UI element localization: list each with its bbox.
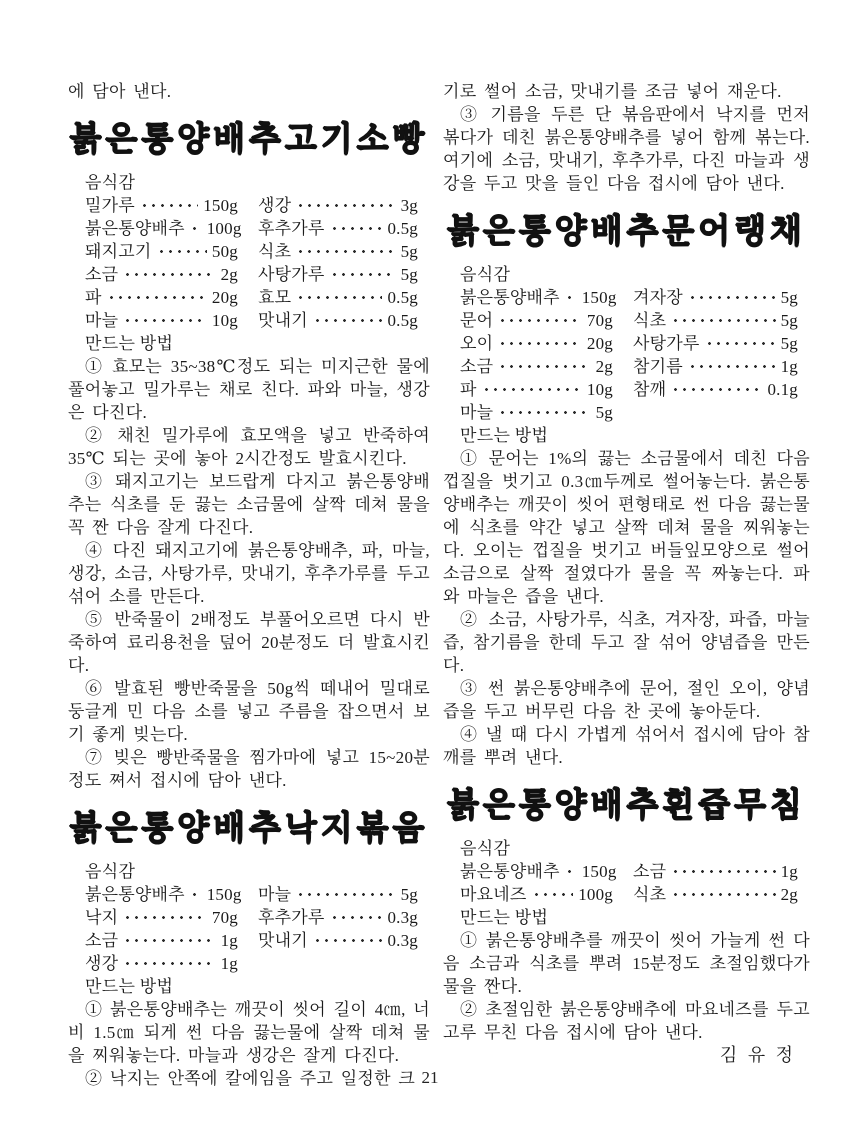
ingredient-row (460, 309, 613, 332)
ingredient-name: 문어 (460, 311, 494, 330)
ingredient-row (258, 194, 418, 217)
ingredients-subcolumn (633, 286, 798, 424)
recipe-step: ② 초절임한 붉은통양배추에 마요네즈를 두고 고루 무친 다음 접시에 담아 낸다. (443, 1000, 810, 1042)
dot-leader (190, 224, 202, 233)
ingredient-row (85, 906, 238, 929)
recipe-title: 붉은통양배추문어랭채 (447, 212, 806, 249)
ingredient-amount: 0.1g (767, 380, 798, 399)
ingredient-amount: 1g (780, 357, 798, 376)
ingredient-amount: 70g (586, 311, 613, 330)
ingredient-name: 소금 (85, 931, 119, 950)
dot-leader (671, 890, 775, 899)
ingredient-name: 붉은통양배추 (460, 862, 560, 881)
ingredient-amount: 50g (211, 242, 238, 261)
recipe-step: ② 소금, 사탕가루, 식초, 겨자장, 파즙, 마늘즙, 참기름을 한데 두고 잘 섞어 양념즙을 만든다. (443, 610, 810, 675)
ingredient-name: 사탕가루 (258, 265, 325, 284)
ingredient-row (460, 332, 613, 355)
ingredient-row (460, 378, 613, 401)
ingredients-subcolumn (258, 194, 418, 332)
ingredient-row (460, 860, 617, 883)
recipe-step: ① 문어는 1%의 끓는 소금물에서 데친 다음 껍질을 벗기고 0.3㎝두께로 썰어놓는다. 붉은통양배추는 깨끗이 씻어 편형태로 썬 다음 끓는물에 식초를 약간 넣고 살짝 데쳐 물을 찌워놓는다. 오이는 껍질을 벗기고 버들잎모양으로 썰어 소금으로 살짝 절였다가 물을 꼭 짜놓는다. 파와 마늘은 즙을 낸다. (443, 449, 810, 606)
ingredient-row (85, 240, 238, 263)
right-column (443, 80, 810, 1090)
dot-leader (123, 913, 207, 922)
ingredient-name: 붉은통양배추 (85, 885, 185, 904)
dot-leader (123, 270, 215, 279)
dot-leader (498, 339, 582, 348)
ingredient-row (258, 286, 418, 309)
ingredient-amount: 0.5g (387, 219, 418, 238)
ingredient-name: 효모 (258, 288, 292, 307)
ingredient-row (85, 194, 238, 217)
ingredient-row (85, 883, 242, 906)
dot-leader (565, 867, 577, 876)
ingredient-amount: 10g (211, 311, 238, 330)
ingredient-name: 밀가루 (85, 196, 135, 215)
ingredient-row (633, 286, 798, 309)
ingredient-row (633, 860, 798, 883)
ingredient-amount: 2g (595, 357, 613, 376)
ingredient-name: 마늘 (85, 311, 119, 330)
dot-leader (107, 293, 207, 302)
dot-leader (705, 339, 776, 348)
ingredient-amount: 10g (586, 380, 613, 399)
ingredient-amount: 0.3g (387, 908, 418, 927)
ingredient-name: 파 (460, 380, 477, 399)
dot-leader (330, 270, 396, 279)
recipe-step: ⑦ 빚은 빵반죽물을 찜가마에 넣고 15~20분정도 쪄서 접시에 담아 낸다. (68, 748, 430, 790)
ingredient-name: 낙지 (85, 908, 119, 927)
ingredient-row (460, 883, 613, 906)
section-label: 만드는 방법 (460, 426, 549, 445)
section-label: 만드는 방법 (460, 908, 549, 927)
ingredient-amount: 5g (400, 242, 418, 261)
ingredient-amount: 0.3g (387, 931, 418, 950)
ingredient-amount: 1g (780, 862, 798, 881)
ingredient-amount: 1g (220, 954, 238, 973)
ingredient-amount: 5g (595, 403, 613, 422)
ingredient-amount: 150g (203, 196, 238, 215)
ingredient-row (633, 355, 798, 378)
recipe-step: ③ 썬 붉은통양배추에 문어, 절인 오이, 양념즙을 두고 버무린 다음 찬 곳에 놓아둔다. (443, 679, 810, 721)
ingredient-name: 소금 (633, 862, 667, 881)
ingredient-row (460, 286, 617, 309)
dot-leader (671, 316, 775, 325)
ingredients-subcolumn (460, 860, 617, 906)
dot-leader (123, 936, 215, 945)
recipe-step: ⑥ 발효된 빵반죽물을 50g씩 떼내어 밀대로 둥글게 민 다음 소를 넣고 주름을 잡으면서 보기 좋게 빚는다. (68, 679, 430, 744)
ingredient-row (633, 883, 798, 906)
ingredient-name: 식초 (633, 885, 667, 904)
recipe-step: ① 붉은통양배추를 깨끗이 씻어 가늘게 썬 다음 소금과 식초를 뿌려 15분정도 초절임했다가 물을 짠다. (443, 931, 810, 996)
ingredient-name: 붉은통양배추 (460, 288, 560, 307)
dot-leader (498, 316, 582, 325)
ingredient-row (633, 378, 798, 401)
dot-leader (296, 890, 395, 899)
paragraph-continuation: 에 담아 낸다. (68, 82, 172, 101)
ingredient-name: 돼지고기 (85, 242, 152, 261)
ingredient-row (85, 952, 238, 975)
ingredient-amount: 2g (780, 885, 798, 904)
ingredient-name: 마늘 (258, 885, 292, 904)
section-label: 음식감 (460, 265, 511, 284)
ingredient-name: 사탕가루 (633, 334, 700, 353)
dot-leader (482, 385, 582, 394)
recipe-title: 붉은통양배추흰즙무침 (447, 786, 806, 823)
dot-leader (123, 316, 207, 325)
recipe-step: ④ 낼 때 다시 가볍게 섞어서 접시에 담아 참깨를 뿌려 낸다. (443, 725, 810, 767)
ingredients-subcolumn (85, 883, 242, 975)
ingredient-amount: 5g (400, 885, 418, 904)
section-label: 음식감 (460, 839, 511, 858)
dot-leader (671, 867, 775, 876)
dot-leader (671, 385, 762, 394)
ingredients-subcolumn (85, 194, 242, 332)
ingredient-amount: 5g (780, 311, 798, 330)
section-label: 음식감 (85, 862, 136, 881)
ingredient-row (258, 309, 418, 332)
dot-leader (688, 362, 776, 371)
ingredients-subcolumn (258, 883, 418, 975)
dot-leader (296, 201, 395, 210)
ingredient-amount: 5g (400, 265, 418, 284)
ingredient-name: 맛내기 (258, 931, 308, 950)
ingredient-row (460, 355, 613, 378)
ingredient-amount: 100g (578, 885, 613, 904)
ingredient-amount: 150g (581, 288, 617, 307)
ingredient-name: 참깨 (633, 380, 667, 399)
ingredient-name: 후추가루 (258, 219, 325, 238)
recipe-step: ③ 돼지고기는 보드랍게 다지고 붉은통양배추는 식초를 둔 끓는 소금물에 살짝 데쳐 물을 꼭 짠 다음 잘게 다진다. (68, 472, 430, 537)
ingredient-amount: 1g (220, 931, 238, 950)
ingredient-row (85, 217, 242, 240)
ingredient-amount: 5g (780, 288, 798, 307)
recipe-step: ⑤ 반죽물이 2배정도 부풀어오르면 다시 반죽하여 료리용천을 덮어 20분정도 더 발효시킨다. (68, 610, 430, 675)
ingredient-name: 소금 (460, 357, 494, 376)
dot-leader (532, 890, 574, 899)
ingredients-table (443, 860, 810, 906)
section-label: 만드는 방법 (85, 977, 174, 996)
dot-leader (688, 293, 776, 302)
ingredient-amount: 20g (586, 334, 613, 353)
ingredients-subcolumn (460, 286, 617, 424)
ingredient-amount: 100g (206, 219, 242, 238)
ingredient-amount: 0.5g (387, 311, 418, 330)
dot-leader (498, 408, 590, 417)
ingredient-row (258, 217, 418, 240)
ingredient-amount: 150g (206, 885, 242, 904)
two-column-layout (68, 80, 810, 1090)
ingredient-name: 붉은통양배추 (85, 219, 185, 238)
ingredient-row (85, 263, 238, 286)
author-name: 김 유 정 (719, 1045, 796, 1065)
ingredient-row (258, 929, 418, 952)
dot-leader (123, 959, 215, 968)
ingredients-table (443, 286, 810, 424)
ingredient-amount: 2g (220, 265, 238, 284)
ingredient-row (258, 883, 418, 906)
ingredient-amount: 20g (211, 288, 238, 307)
ingredient-row (258, 906, 418, 929)
recipe-step: ② 낙지는 안쪽에 칼에임을 주고 일정한 크 (85, 1069, 416, 1088)
section-label: 음식감 (85, 173, 136, 192)
ingredient-name: 오이 (460, 334, 494, 353)
ingredients-table (68, 194, 430, 332)
recipe-step: ② 채친 밀가루에 효모액을 넣고 반죽하여 35℃ 되는 곳에 놓아 2시간정도 발효시킨다. (68, 426, 430, 468)
ingredient-name: 생강 (258, 196, 292, 215)
ingredient-row (258, 263, 418, 286)
section-label: 만드는 방법 (85, 334, 174, 353)
dot-leader (313, 316, 383, 325)
ingredient-amount: 150g (581, 862, 617, 881)
recipe-title: 붉은통양배추고기소빵 (69, 120, 429, 157)
dot-leader (190, 890, 202, 899)
recipe-title: 붉은통양배추낙지볶음 (69, 809, 429, 846)
ingredient-name: 겨자장 (633, 288, 683, 307)
dot-leader (296, 293, 382, 302)
recipe-step: ③ 기름을 두른 단 볶음판에서 낙지를 먼저 볶다가 데친 붉은통양배추를 넣어 함께 볶는다. 여기에 소금, 맛내기, 후추가루, 다진 마늘과 생강을 두고 맛을 들인 다음 접시에 담아 낸다. (443, 105, 810, 193)
ingredient-row (85, 309, 238, 332)
ingredient-row (633, 332, 798, 355)
ingredient-row (85, 929, 238, 952)
dot-leader (498, 362, 590, 371)
left-column (68, 80, 430, 1090)
recipe-step: ① 붉은통양배추는 깨끗이 씻어 길이 4㎝, 너비 1.5㎝ 되게 썬 다음 끓는물에 살짝 데쳐 물을 찌워놓는다. 마늘과 생강은 잘게 다진다. (68, 1000, 430, 1065)
page-number: 21 (421, 1068, 439, 1087)
ingredient-name: 파 (85, 288, 102, 307)
ingredient-name: 후추가루 (258, 908, 325, 927)
ingredient-name: 맛내기 (258, 311, 308, 330)
ingredient-amount: 3g (400, 196, 418, 215)
dot-leader (313, 936, 383, 945)
dot-leader (565, 293, 577, 302)
dot-leader (140, 201, 198, 210)
ingredient-row (258, 240, 418, 263)
ingredient-name: 참기름 (633, 357, 683, 376)
dot-leader (330, 913, 383, 922)
dot-leader (296, 247, 395, 256)
ingredient-name: 소금 (85, 265, 119, 284)
ingredient-amount: 70g (211, 908, 238, 927)
ingredient-name: 식초 (633, 311, 667, 330)
ingredient-name: 마늘 (460, 403, 494, 422)
dot-leader (157, 247, 207, 256)
ingredient-name: 생강 (85, 954, 119, 973)
dot-leader (330, 224, 383, 233)
ingredients-table (68, 883, 430, 975)
recipe-step: ④ 다진 돼지고기에 붉은통양배추, 파, 마늘, 생강, 소금, 사탕가루, 맛내기, 후추가루를 두고 섞어 소를 만든다. (68, 541, 430, 606)
paragraph-continuation: 기로 썰어 소금, 맛내기를 조금 넣어 재운다. (443, 82, 782, 101)
ingredient-amount: 5g (780, 334, 798, 353)
ingredient-row (633, 309, 798, 332)
ingredient-row (460, 401, 613, 424)
ingredient-name: 식초 (258, 242, 292, 261)
ingredients-subcolumn (633, 860, 798, 906)
recipe-step: ① 효모는 35~38℃정도 되는 미지근한 물에 풀어놓고 밀가루는 채로 친다. 파와 마늘, 생강은 다진다. (68, 357, 430, 422)
ingredient-row (85, 286, 238, 309)
ingredient-amount: 0.5g (387, 288, 418, 307)
ingredient-name: 마요네즈 (460, 885, 527, 904)
